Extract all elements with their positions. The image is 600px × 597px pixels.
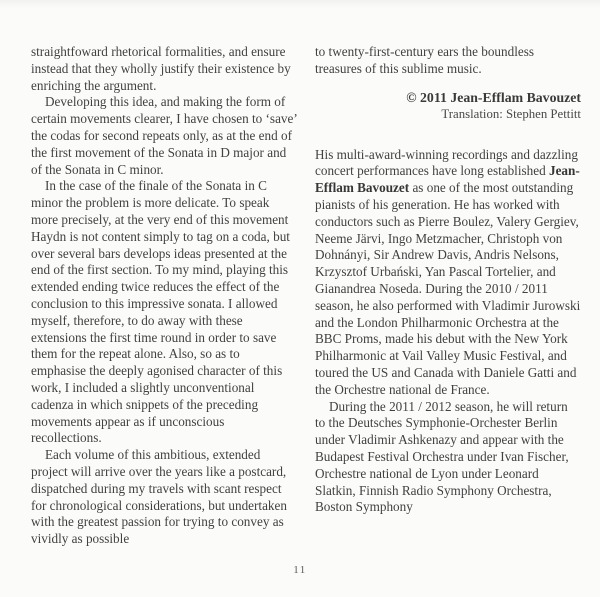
bold-text-run: Jean-Efflam Bavouzet — [315, 163, 580, 196]
text-run: to twenty-first-century ears the boundless treasures of this sublime music. — [315, 44, 534, 76]
page-number: 11 — [293, 564, 307, 576]
paragraph — [31, 178, 297, 447]
paragraph — [315, 399, 581, 517]
paragraph — [315, 44, 581, 78]
paragraph — [31, 447, 297, 548]
copyright-line: © 2011 Jean-Efflam Bavouzet — [406, 89, 581, 105]
credit-block — [315, 89, 581, 123]
paragraph — [315, 147, 581, 399]
text-run: straightfoward rhetorical formalities, and ensure instead that they wholly justify their existence by enriching the argument. — [31, 44, 291, 93]
text-run: His multi-award-winning recordings and dazzling concert performances have long established — [315, 146, 578, 179]
text-run: During the 2011 / 2012 season, he will return to the Deutsches Symphonie-Orchester Berlin under Vladimir Ashkenazy and appear with the Budapest Festival Orchestra under Ivan Fischer, Orchestre national de Lyon under Leonard Slatkin, Finnish Radio Symphony Orchestra, Boston Symphony — [315, 398, 569, 515]
text-run: In the case of the finale of the Sonata in C minor the problem is more delicate. To speak more precisely, at the very end of this movement Haydn is not content simply to tag on a coda, but over several bars develops ideas presented at the end of the first section. To my mind, playing this extended ending twice reduces the effect of the conclusion to this impressive sonata. I allowed myself, therefore, to do away with these extensions the first time round in order to save them for the repeat alone. Also, so as to emphasise the deeply agonised character of this work, I included a slightly unconventional cadenza in which snippets of the preceding movements appear as if unconscious recollections. — [31, 178, 290, 446]
paragraph — [31, 94, 297, 178]
translation-line: Translation: Stephen Pettitt — [441, 106, 581, 121]
bio-paragraphs — [315, 147, 581, 517]
text-run: Each volume of this ambitious, extended project will arrive over the years like a postcard, dispatched during my travels with scant respect for chronological considerations, but undertaken with the greatest passion for trying to convey as vividly as possible — [31, 447, 287, 547]
left-text-column — [31, 44, 297, 548]
intro-paragraphs — [315, 44, 581, 78]
text-run: as one of the most outstanding pianists of his generation. He has worked with conductors such as Pierre Boulez, Valery Gergiev, Neeme Järvi, Ingo Metzmacher, Christoph von Dohnányi, Sir Andrew Davis, Andris Nelsons, Krzysztof Urbański, Yan Pascal Tortelier, and Gianandrea Noseda. During the 2010 / 2011 season, he also performed with Vladimir Jurowski and the London Philharmonic Orchestra at the BBC Proms, made his debut with the New York Philharmonic at Vail Valley Music Festival, and toured the US and Canada with Daniele Gatti and the Orchestre national de France. — [315, 180, 581, 397]
right-text-column — [315, 44, 581, 516]
paragraph — [31, 44, 297, 94]
text-run: Developing this idea, and making the form of certain movements clearer, I have chosen to ‘save’ the codas for second repeats only, as at the end of the first movement of the Sonata in D major and of the Sonata in C minor. — [31, 94, 297, 177]
